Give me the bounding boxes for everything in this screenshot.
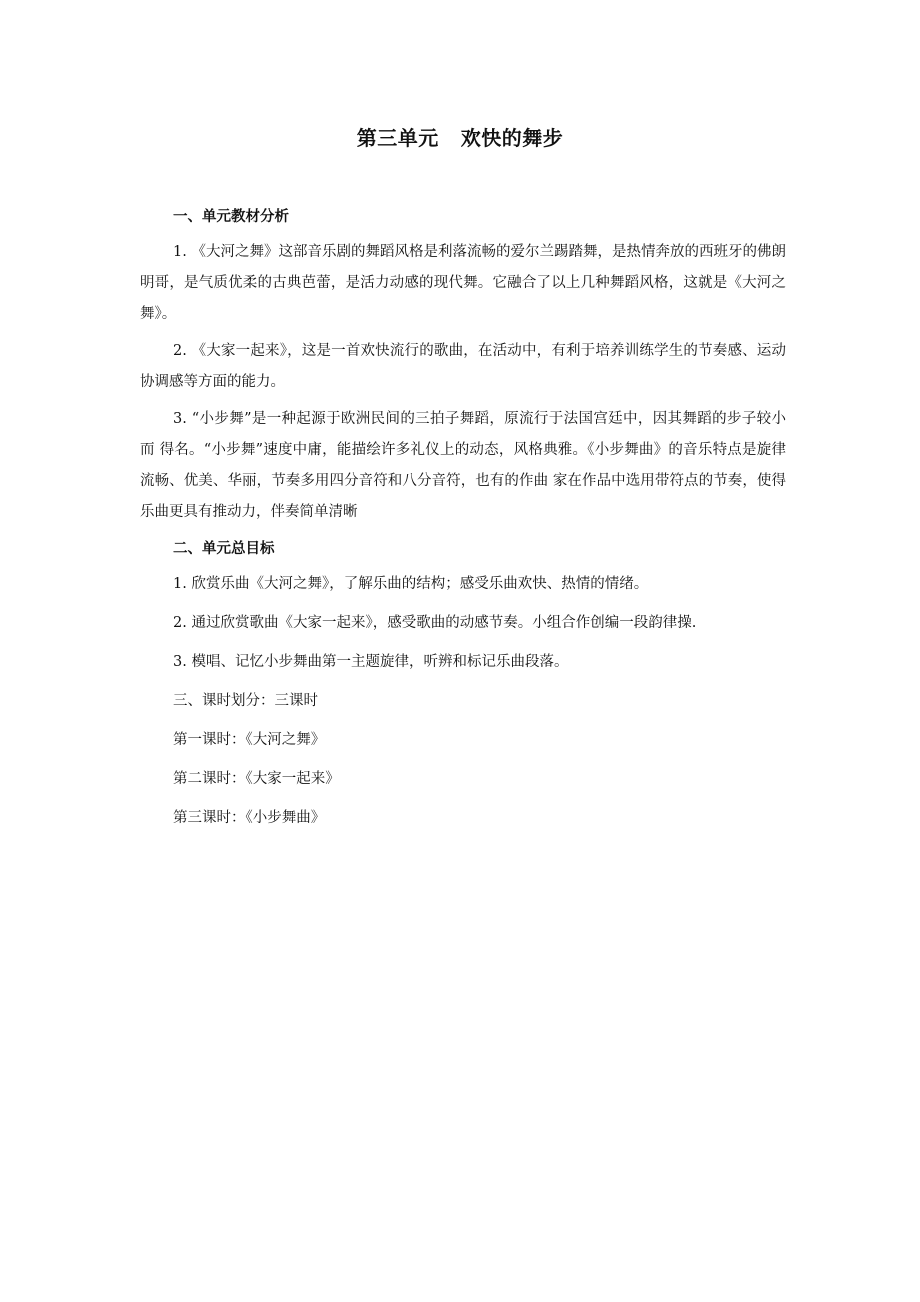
title-unit: 第三单元 [356,126,439,150]
lesson-item-2: 第二课时：《大家一起来》 [173,771,340,787]
page-title [0,122,920,151]
document-body [140,200,786,842]
analysis-paragraph-3: 3. “小步舞”是一种起源于欧洲民间的三拍子舞蹈，原流行于法国宫廷中，因其舞蹈的步子较小而 得名。“小步舞”速度中庸，能描绘许多礼仪上的动态，风格典雅。《小步舞曲》的音乐特点是旋律流畅、优美、华丽，节奏多用四分音符和八分音符，也有的作曲 家在作品中选用带符点的节奏，使得乐曲更具有推动力，伴奏简单清晰 [140,411,786,520]
lesson-item-1: 第一课时：《大河之舞》 [173,732,326,748]
analysis-paragraph-1: 1. 《大河之舞》这部音乐剧的舞蹈风格是利落流畅的爱尔兰踢踏舞，是热情奔放的西班牙的佛朗明哥，是气质优柔的古典芭蕾，是活力动感的现代舞。它融合了以上几种舞蹈风格，这就是《大河之舞》。 [140,244,786,322]
goal-item-1: 1. 欣赏乐曲《大河之舞》，了解乐曲的结构；感受乐曲欢快、热情的情绪。 [173,576,649,592]
section-heading-lessons: 三、课时划分：三课时 [173,693,318,709]
analysis-paragraph-2: 2. 《大家一起来》，这是一首欢快流行的歌曲，在活动中，有利于培养训练学生的节奏感、运动协调感等方面的能力。 [140,343,786,390]
section-heading-goals: 二、单元总目标 [173,541,275,557]
goal-item-2: 2. 通过欣赏歌曲《大家一起来》，感受歌曲的动感节奏。小组合作创编一段韵律操. [173,615,697,631]
title-topic: 欢快的舞步 [460,126,564,150]
section-heading-analysis: 一、单元教材分析 [173,209,289,225]
lesson-item-3: 第三课时：《小步舞曲》 [173,810,326,826]
goal-item-3: 3. 模唱、记忆小步舞曲第一主题旋律，听辨和标记乐曲段落。 [173,654,569,670]
